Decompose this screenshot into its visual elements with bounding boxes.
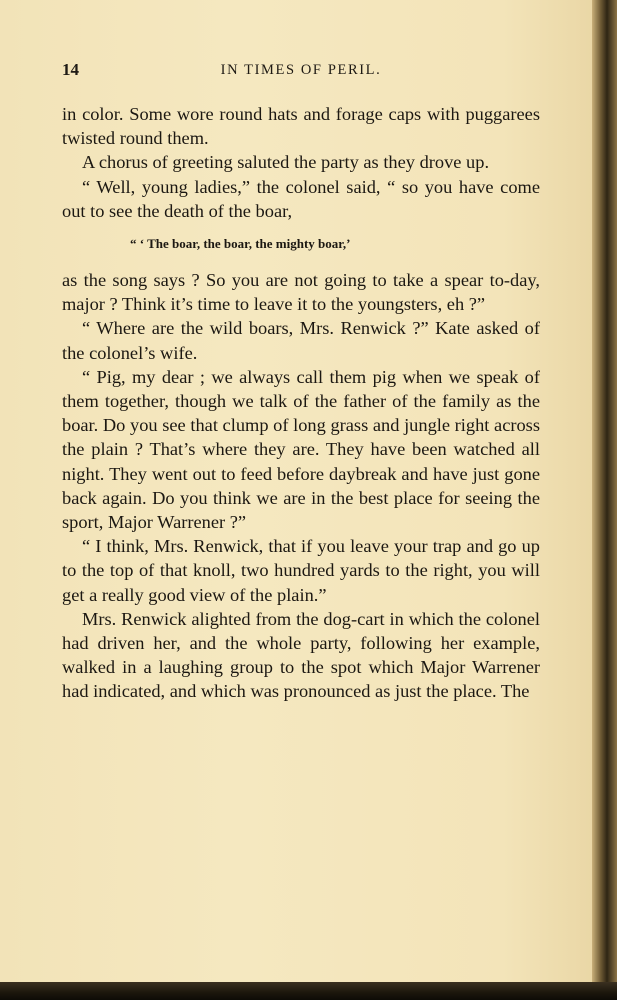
body-text — [62, 102, 540, 704]
book-spine-shadow — [592, 0, 617, 1000]
paragraph-2: A chorus of greeting saluted the party as they drove up. — [82, 152, 490, 173]
paragraph-8: Mrs. Renwick alighted from the dog-cart in which the colonel had driven her, and the whole party, following her example, walked in a laughing group to the spot which Major Warrener had indicated, and which was pronounced as just the place. The — [62, 608, 540, 702]
paragraph-3: “ Well, young ladies,” the colonel said, “ so you have come out to see the death of the boar, — [62, 176, 540, 221]
running-title: IN TIMES OF PERIL. — [220, 62, 382, 78]
paragraph-7: “ I think, Mrs. Renwick, that if you leave your trap and go up to the top of that knoll, two hundred yards to the right, you will get a really good view of the plain.” — [62, 536, 540, 605]
page-number: 14 — [62, 60, 79, 79]
paragraph-5: “ Where are the wild boars, Mrs. Renwick ?” Kate asked of the colonel’s wife. — [62, 318, 540, 363]
paragraph-1: in color. Some wore round hats and forage caps with puggarees twisted round them. — [62, 104, 540, 149]
paragraph-6: “ Pig, my dear ; we always call them pig when we speak of them together, though we talk of the father of the family as the boar. Do you see that clump of long grass and jungle right across the plain ? That’s where they are. They have been watched all night. They went out to feed before daybreak and have just gone back again. Do you think we are in the best place for seeing the sport, Major Warrener ?” — [62, 366, 540, 533]
page-bottom-edge — [0, 982, 617, 1000]
paragraph-4: as the song says ? So you are not going to take a spear to-day, major ? Think it’s time to leave it to the youngsters, eh ?” — [62, 270, 540, 315]
page-header — [62, 60, 540, 82]
verse-quote: “ ‘ The boar, the boar, the mighty boar,’ — [130, 236, 351, 252]
